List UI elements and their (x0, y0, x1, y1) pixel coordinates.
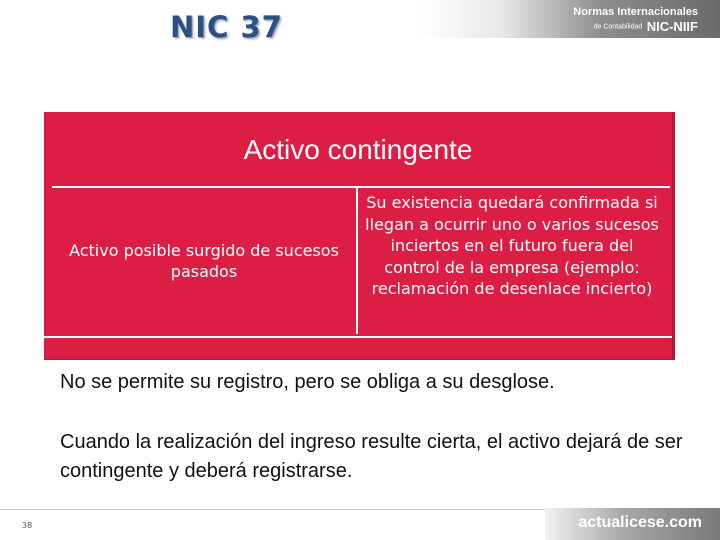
slide-title: NIC 37 (170, 10, 283, 44)
card-cell-left: Activo posible surgido de sucesos pasados (69, 241, 339, 281)
banner-code: NIC-NIIF (646, 19, 698, 34)
header-banner (420, 0, 720, 38)
paragraph-realization: Cuando la realización del ingreso resulte cierta, el activo dejará de ser contingente y deberá registrarse. (60, 431, 683, 482)
card-cell-right: Su existencia quedará confirmada si llegan a ocurrir uno o varios sucesos inciertos en el futuro fuera del control de la empresa (ejemplo: reclamación de desenlace incierto) (365, 193, 659, 298)
footer-divider (0, 509, 545, 510)
brand-logo-text[interactable]: actualicese.com (578, 514, 702, 531)
footer-brand-block (545, 508, 720, 540)
card-divider-vertical (356, 186, 358, 334)
definition-card (44, 112, 675, 360)
page-number: 38 (22, 521, 33, 530)
card-header: Activo contingente (243, 134, 473, 165)
paragraph-registration: No se permite su registro, pero se obliga a su desglose. (60, 371, 555, 393)
banner-subtitle: de Contabilidad (593, 23, 643, 31)
card-bottom-strip (44, 336, 672, 359)
banner-line-2 (594, 18, 698, 36)
banner-line-1: Normas Internacionales (573, 6, 698, 18)
